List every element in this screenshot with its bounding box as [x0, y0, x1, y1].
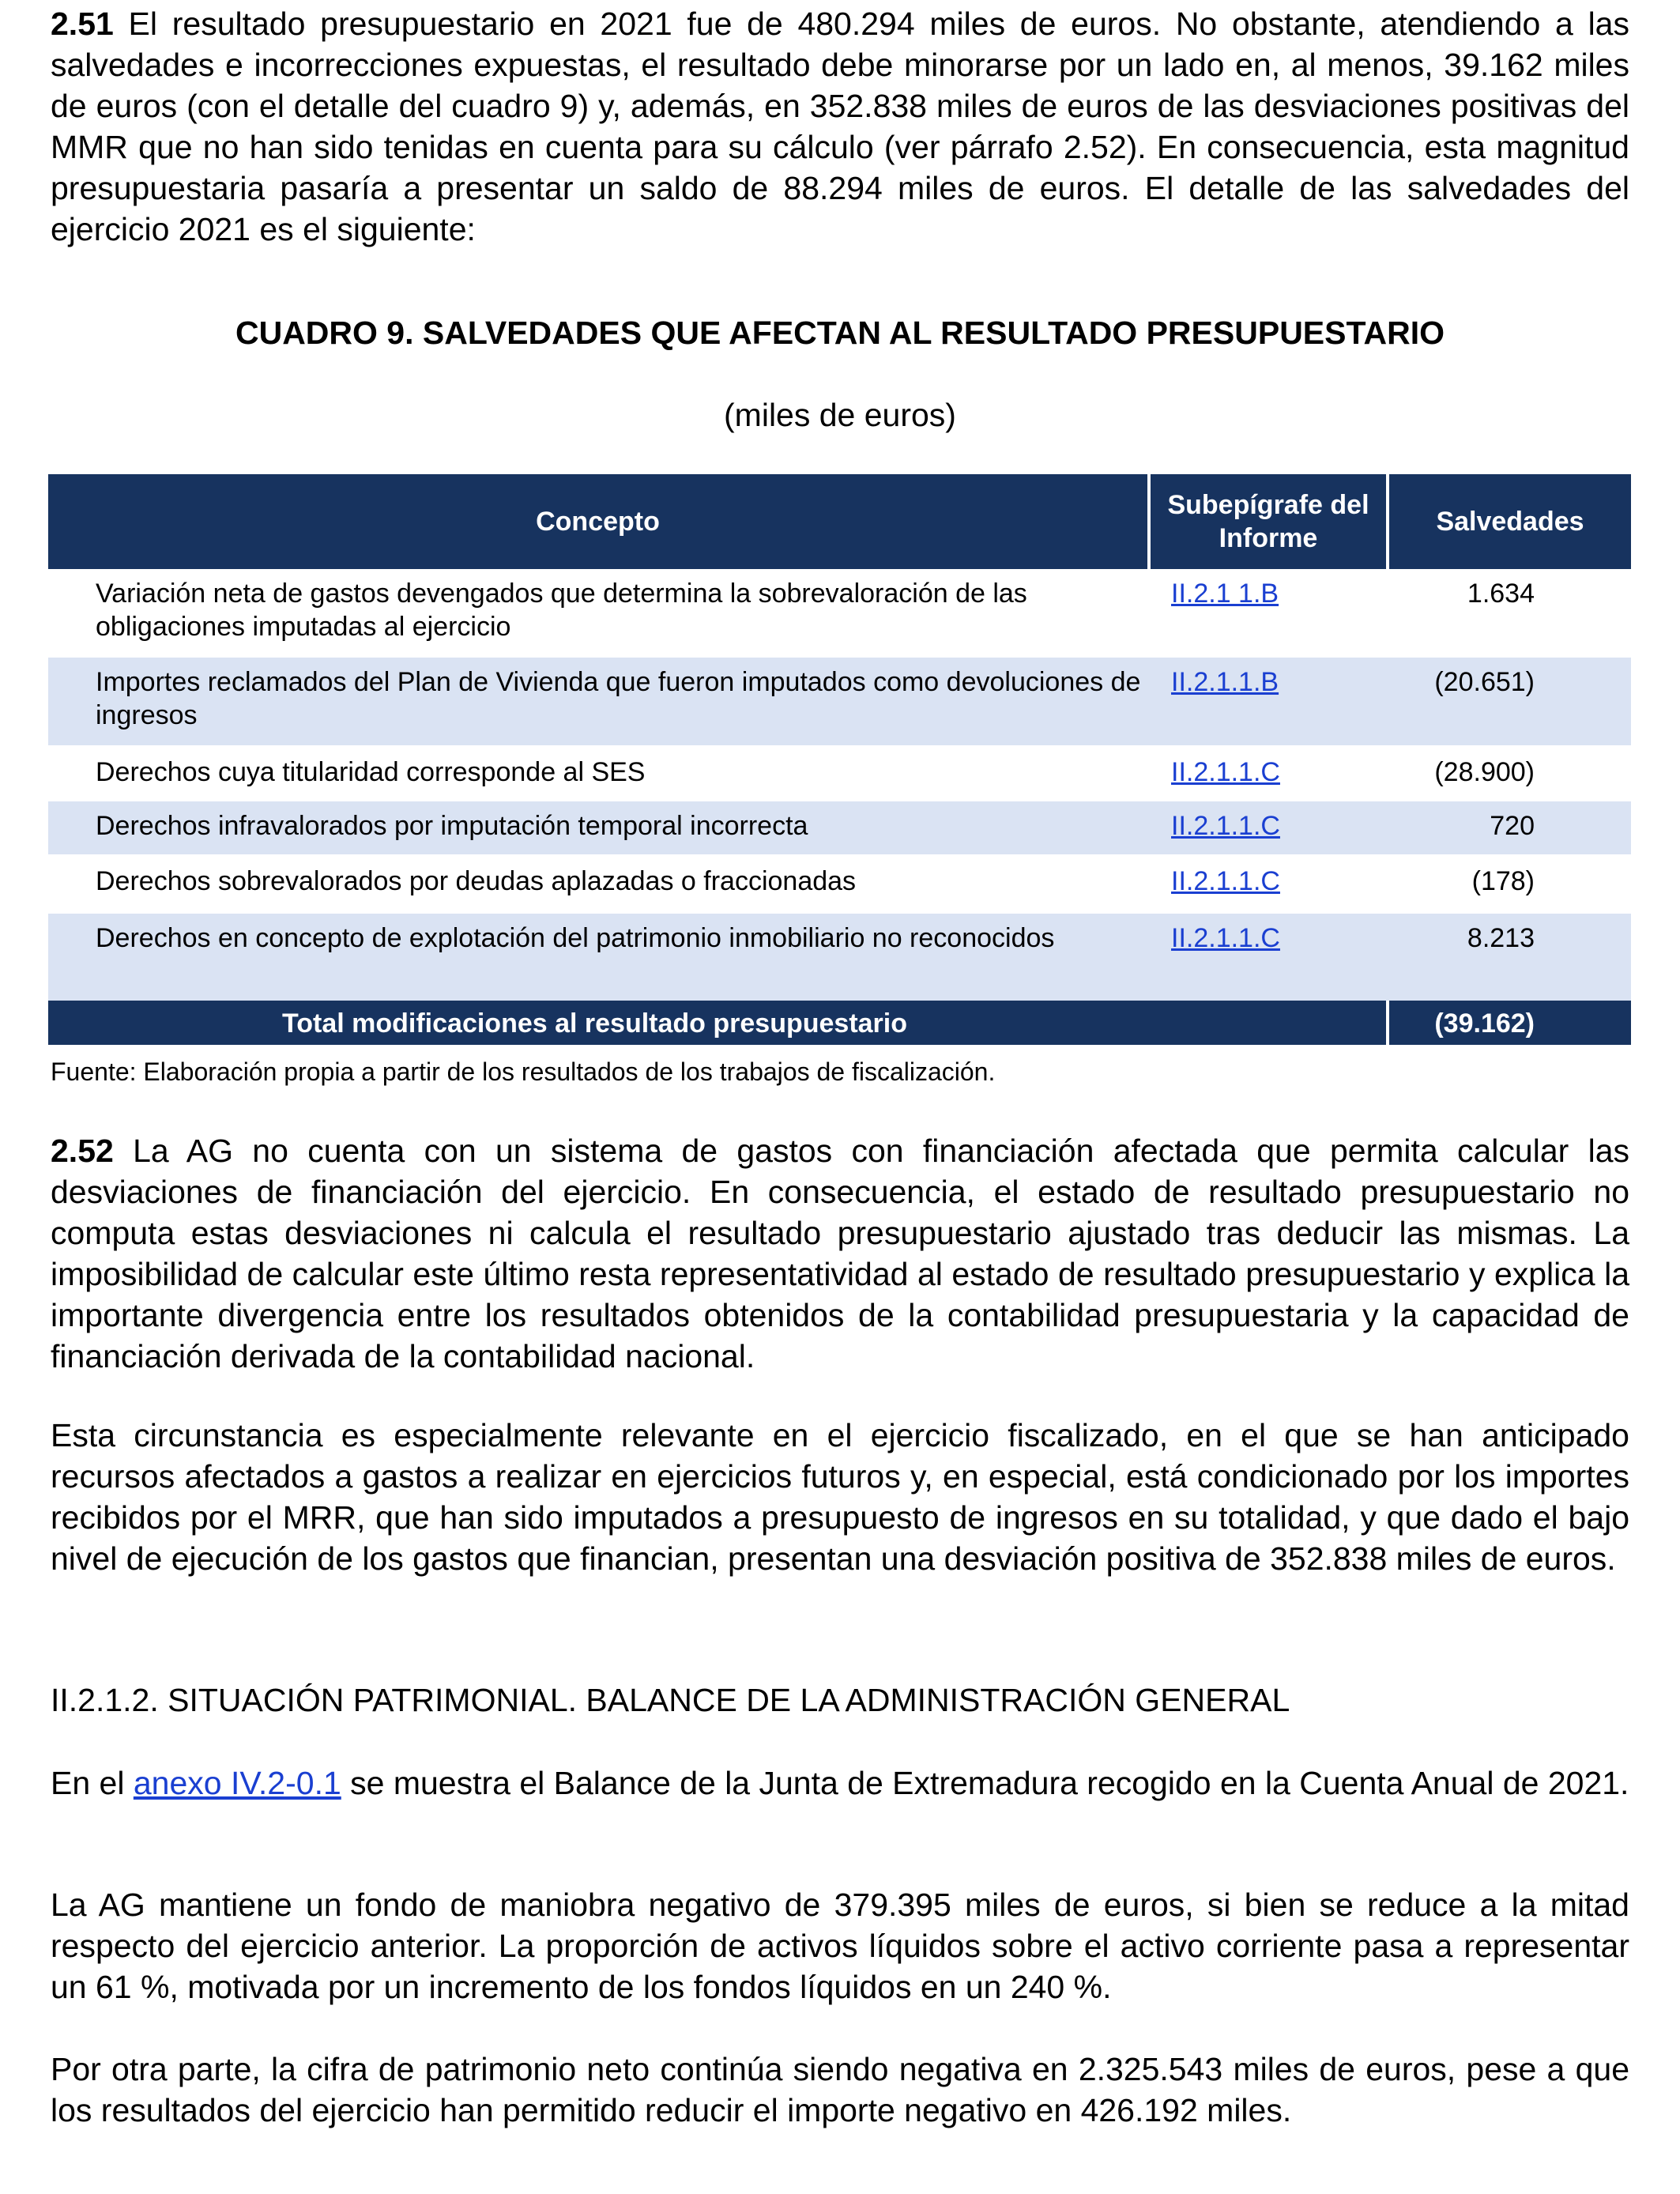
- paragraph-number: 2.51: [51, 6, 114, 42]
- cell-valor: 1.634: [1467, 579, 1535, 609]
- cell-concepto: Derechos infravalorados por imputación temporal incorrecta: [48, 800, 1149, 855]
- ref-link[interactable]: II.2.1 1.B: [1171, 579, 1279, 609]
- cell-valor: (178): [1388, 855, 1631, 912]
- table-total-row: [48, 1001, 1631, 1045]
- cell-ref: [1149, 800, 1388, 855]
- cell-concepto: Derechos cuya titularidad corresponde al SES: [48, 746, 1149, 800]
- cell-valor: 720: [1388, 800, 1631, 855]
- table-source: Fuente: Elaboración propia a partir de los resultados de los trabajos de fiscalización.: [51, 1057, 996, 1086]
- cell-valor: (28.900): [1388, 746, 1631, 800]
- paragraph-number: 2.52: [51, 1133, 114, 1169]
- table-title: CUADRO 9. SALVEDADES QUE AFECTAN AL RESULTADO PRESUPUESTARIO: [235, 315, 1445, 351]
- header-salvedades: Salvedades: [1388, 474, 1631, 569]
- header-concepto: Concepto: [48, 474, 1149, 569]
- cell-concepto: Derechos sobrevalorados por deudas aplazadas o fraccionadas: [48, 855, 1149, 912]
- table-row: [48, 912, 1631, 1001]
- section-heading: II.2.1.2. SITUACIÓN PATRIMONIAL. BALANCE DE LA ADMINISTRACIÓN GENERAL: [51, 1682, 1290, 1718]
- total-empty-cell: [1149, 1001, 1388, 1045]
- cell-valor: 8.213: [1388, 912, 1631, 1001]
- table-units: (miles de euros): [724, 397, 956, 433]
- paragraph-anexo: En el anexo IV.2-0.1 se muestra el Balance de la Junta de Extremadura recogido en la Cuenta Anual de 2021.: [51, 1765, 1629, 1801]
- cell-valor: (20.651): [1388, 658, 1631, 746]
- cell-concepto: Derechos en concepto de explotación del patrimonio inmobiliario no reconocidos: [48, 912, 1149, 1001]
- paragraph-fondo-maniobra: La AG mantiene un fondo de maniobra negativo de 379.395 miles de euros, si bien se reduce a la mitad respecto del ejercicio anterior. La proporción de activos líquidos sobre el activo corriente pasa a representar un 61 %, motivada por un incremento de los fondos líquidos en un 240 %.: [51, 1887, 1629, 2005]
- ref-link[interactable]: II.2.1.1.C: [1171, 922, 1280, 953]
- ref-link[interactable]: II.2.1.1.B: [1171, 667, 1279, 697]
- paragraph-circunstancia: Esta circunstancia es especialmente relevante en el ejercicio fiscalizado, en el que se han anticipado recursos afectados a gastos a realizar en ejercicios futuros y, en especial, está condicionado por los importes recibidos por el MRR, que han sido imputados a presupuesto de ingresos en su totalidad, y que dado el bajo nivel de ejecución de los gastos que financian, presentan una desviación positiva de 352.838 miles de euros.: [51, 1417, 1629, 1577]
- total-value: (39.162): [1388, 1001, 1631, 1045]
- cell-concepto: Variación neta de gastos devengados que determina la sobrevaloración de las obligaciones imputadas al ejercicio: [96, 579, 1027, 642]
- header-subepigrafe: Subepígrafe del Informe: [1149, 474, 1388, 569]
- ref-link[interactable]: II.2.1.1.C: [1171, 810, 1280, 841]
- table-header-row: [48, 474, 1631, 569]
- cell-ref: [1149, 569, 1388, 658]
- table-row: [48, 746, 1631, 800]
- table-row: [48, 855, 1631, 912]
- ref-link[interactable]: II.2.1.1.C: [1171, 756, 1280, 787]
- salvedades-table: [48, 474, 1631, 1045]
- anexo-link[interactable]: anexo IV.2-0.1: [133, 1765, 341, 1801]
- cell-ref: [1149, 746, 1388, 800]
- paragraph-2-51: 2.51 El resultado presupuestario en 2021 fue de 480.294 miles de euros. No obstante, atendiendo a las salvedades e incorrecciones expuestas, el resultado debe minorarse por un lado en, al menos, 39.162 miles de euros (con el detalle del cuadro 9) y, además, en 352.838 miles de euros de las desviaciones positivas del MMR que no han sido tenidas en cuenta para su cálculo (ver párrafo 2.52). En consecuencia, esta magnitud presupuestaria pasaría a presentar un saldo de 88.294 miles de euros. El detalle de las salvedades del ejercicio 2021 es el siguiente:: [51, 6, 1629, 247]
- cell-ref: [1149, 855, 1388, 912]
- paragraph-2-52: 2.52 La AG no cuenta con un sistema de gastos con financiación afectada que permita calcular las desviaciones de financiación del ejercicio. En consecuencia, el estado de resultado presupuestario no computa estas desviaciones ni calcula el resultado presupuestario ajustado tras deducir las mismas. La imposibilidad de calcular este último resta representatividad al estado de resultado presupuestario y explica la importante divergencia entre los resultados obtenidos de la contabilidad presupuestaria y la capacidad de financiación derivada de la contabilidad nacional.: [51, 1133, 1629, 1374]
- cell-ref: [1149, 658, 1388, 746]
- paragraph-patrimonio: Por otra parte, la cifra de patrimonio neto continúa siendo negativa en 2.325.543 miles de euros, pese a que los resultados del ejercicio han permitido reducir el importe negativo en 426.192 miles.: [51, 2051, 1629, 2128]
- ref-link[interactable]: II.2.1.1.C: [1171, 865, 1280, 896]
- total-label: Total modificaciones al resultado presupuestario: [48, 1001, 1149, 1045]
- cell-ref: [1149, 912, 1388, 1001]
- table-row: [48, 569, 1631, 658]
- cell-concepto: Importes reclamados del Plan de Vivienda que fueron imputados como devoluciones de ingresos: [48, 658, 1149, 746]
- table-row: [48, 800, 1631, 855]
- table-row: [48, 658, 1631, 746]
